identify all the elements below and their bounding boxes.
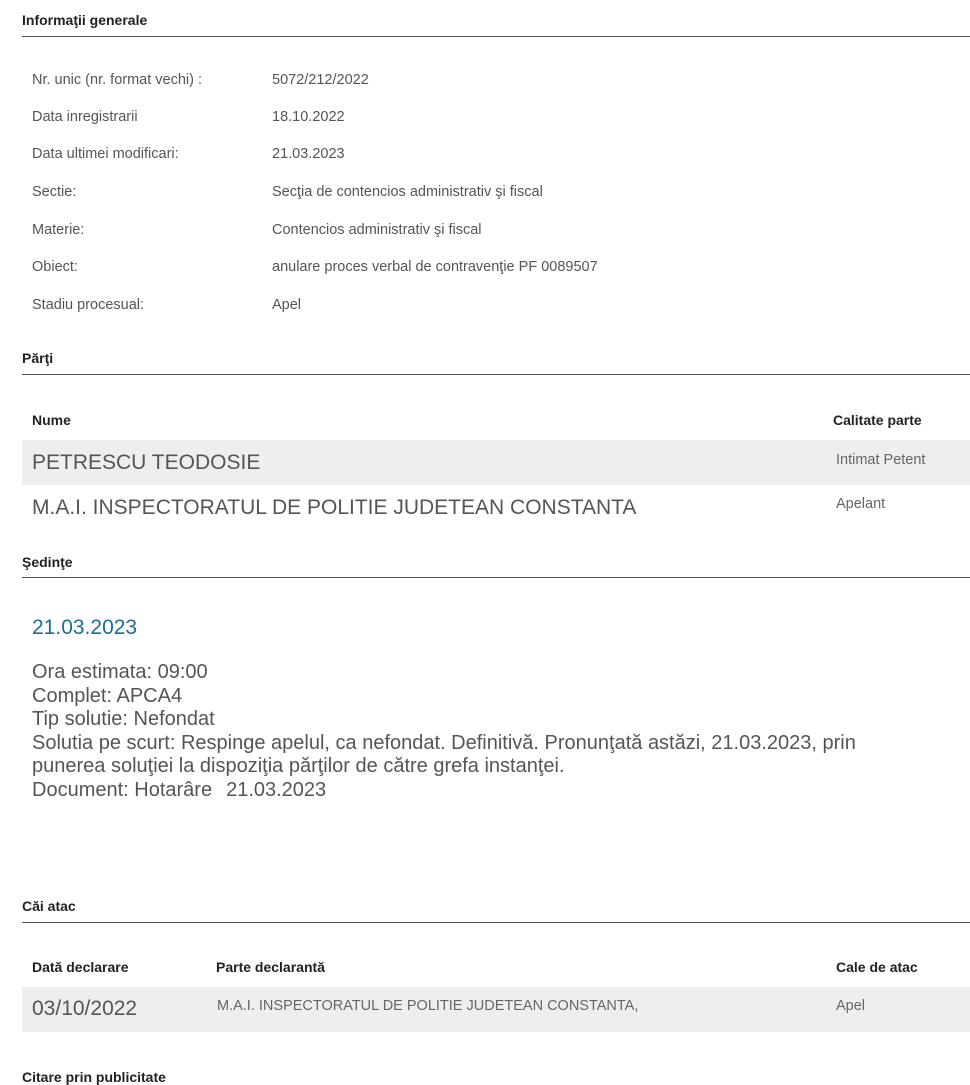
- appeals-header-date: Dată declarare: [32, 959, 129, 975]
- appeals-header-type: Cale de atac: [836, 959, 918, 975]
- parties-header-role: Calitate parte: [833, 412, 922, 428]
- hearing-solution-type: Tip solutie: Nefondat: [32, 708, 215, 730]
- info-label-registration-date: Data inregistrarii: [32, 109, 138, 125]
- info-value-section: Secţia de contencios administrativ şi fiscal: [272, 184, 543, 200]
- hearing-document: [32, 779, 970, 803]
- hearings-title: Şedinţe: [22, 554, 73, 570]
- party-name: PETRESCU TEODOSIE: [32, 451, 261, 474]
- hearing-date: 21.03.2023: [32, 616, 138, 639]
- parties-divider: [22, 374, 970, 375]
- parties-title: Părţi: [22, 350, 54, 366]
- info-label-last-modified: Data ultimei modificari:: [32, 146, 179, 162]
- info-value-object: anulare proces verbal de contravenţie PF 0089507: [272, 259, 598, 275]
- parties-header-name: Nume: [32, 412, 71, 428]
- info-value-case-number: 5072/212/2022: [272, 72, 369, 88]
- hearing-document-type: Document: Hotarâre: [32, 778, 213, 801]
- hearing-details: [32, 661, 970, 802]
- party-role: Apelant: [836, 496, 886, 512]
- info-label-case-number: Nr. unic (nr. format vechi) :: [32, 72, 203, 88]
- hearing-document-date: 21.03.2023: [226, 778, 327, 801]
- info-label-matter: Materie:: [32, 222, 85, 238]
- party-role: Intimat Petent: [836, 452, 926, 468]
- hearing-panel: Complet: APCA4: [32, 684, 183, 707]
- info-value-matter: Contencios administrativ şi fiscal: [272, 222, 482, 238]
- party-name: M.A.I. INSPECTORATUL DE POLITIE JUDETEAN CONSTANTA: [32, 496, 637, 519]
- general-info-title: Informaţii generale: [22, 12, 148, 28]
- appeal-date: 03/10/2022: [32, 997, 138, 1020]
- info-value-procedural-stage: Apel: [272, 297, 302, 313]
- hearings-divider: [22, 577, 970, 578]
- info-value-last-modified: 21.03.2023: [272, 146, 345, 162]
- general-info-divider: [22, 36, 970, 37]
- appeals-divider: [22, 922, 970, 923]
- hearing-summary-line-1: Solutia pe scurt: Respinge apelul, ca nefondat. Definitivă. Pronunţată astăzi, 21.03.2023, prin: [32, 731, 856, 754]
- info-label-object: Obiect:: [32, 259, 78, 275]
- hearing-time: Ora estimata: 09:00: [32, 661, 208, 683]
- appeal-type: Apel: [836, 998, 866, 1014]
- publicity-title: Citare prin publicitate: [22, 1069, 166, 1085]
- info-label-section: Sectie:: [32, 184, 77, 200]
- info-value-registration-date: 18.10.2022: [272, 109, 345, 125]
- appeals-header-party: Parte declarantă: [216, 959, 325, 975]
- info-label-procedural-stage: Stadiu procesual:: [32, 297, 145, 313]
- appeal-party: M.A.I. INSPECTORATUL DE POLITIE JUDETEAN CONSTANTA,: [217, 998, 639, 1014]
- appeals-title: Căi atac: [22, 898, 76, 914]
- hearing-summary-line-2: punerea soluţiei la dispoziţia părţilor de către grefa instanţei.: [32, 755, 565, 777]
